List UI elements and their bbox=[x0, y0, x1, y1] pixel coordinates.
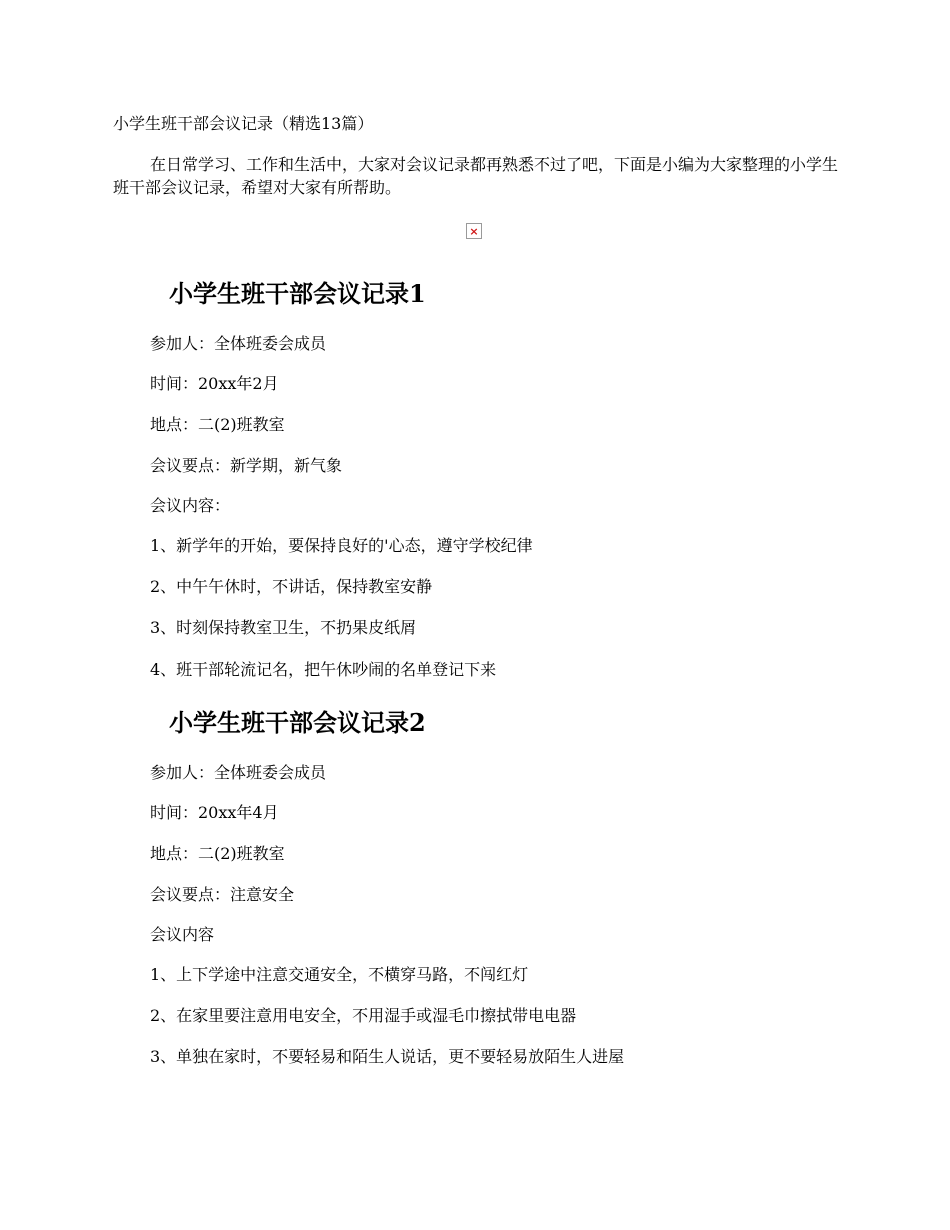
meeting-content-label: 会议内容 bbox=[150, 925, 215, 944]
attendee-line: 参加人：全体班委会成员 bbox=[150, 334, 327, 353]
intro-paragraph: 在日常学习、工作和生活中，大家对会议记录都再熟悉不过了吧，下面是小编为大家整理的小学生班干部会议记录，希望对大家有所帮助。 bbox=[113, 155, 839, 197]
meeting-key-point-line: 会议要点：注意安全 bbox=[150, 885, 295, 904]
attendee-line: 参加人：全体班委会成员 bbox=[150, 763, 327, 782]
meeting-content-label: 会议内容： bbox=[150, 496, 231, 515]
content-item-1: 1、上下学途中注意交通安全，不横穿马路，不闯红灯 bbox=[150, 965, 529, 984]
content-item-2: 2、在家里要注意用电安全，不用湿手或湿毛巾擦拭带电电器 bbox=[150, 1006, 577, 1025]
content-item-2: 2、中午午休时，不讲话，保持教室安静 bbox=[150, 577, 433, 596]
section-heading: 小学生班干部会议记录2 bbox=[169, 708, 426, 737]
document-title: 小学生班干部会议记录（精选13篇） bbox=[113, 114, 374, 133]
broken-image-icon: × bbox=[466, 223, 482, 239]
time-line: 时间：20xx年4月 bbox=[150, 803, 279, 822]
location-line: 地点：二(2)班教室 bbox=[150, 844, 285, 863]
section-heading: 小学生班干部会议记录1 bbox=[169, 279, 426, 308]
location-line: 地点：二(2)班教室 bbox=[150, 415, 285, 434]
content-item-3: 3、时刻保持教室卫生，不扔果皮纸屑 bbox=[150, 618, 417, 637]
meeting-key-point-line: 会议要点：新学期，新气象 bbox=[150, 456, 343, 475]
content-item-3: 3、单独在家时，不要轻易和陌生人说话，更不要轻易放陌生人进屋 bbox=[150, 1047, 625, 1066]
content-item-4: 4、班干部轮流记名，把午休吵闹的名单登记下来 bbox=[150, 660, 497, 679]
time-line: 时间：20xx年2月 bbox=[150, 374, 279, 393]
content-item-1: 1、新学年的开始，要保持良好的'心态，遵守学校纪律 bbox=[150, 536, 533, 555]
